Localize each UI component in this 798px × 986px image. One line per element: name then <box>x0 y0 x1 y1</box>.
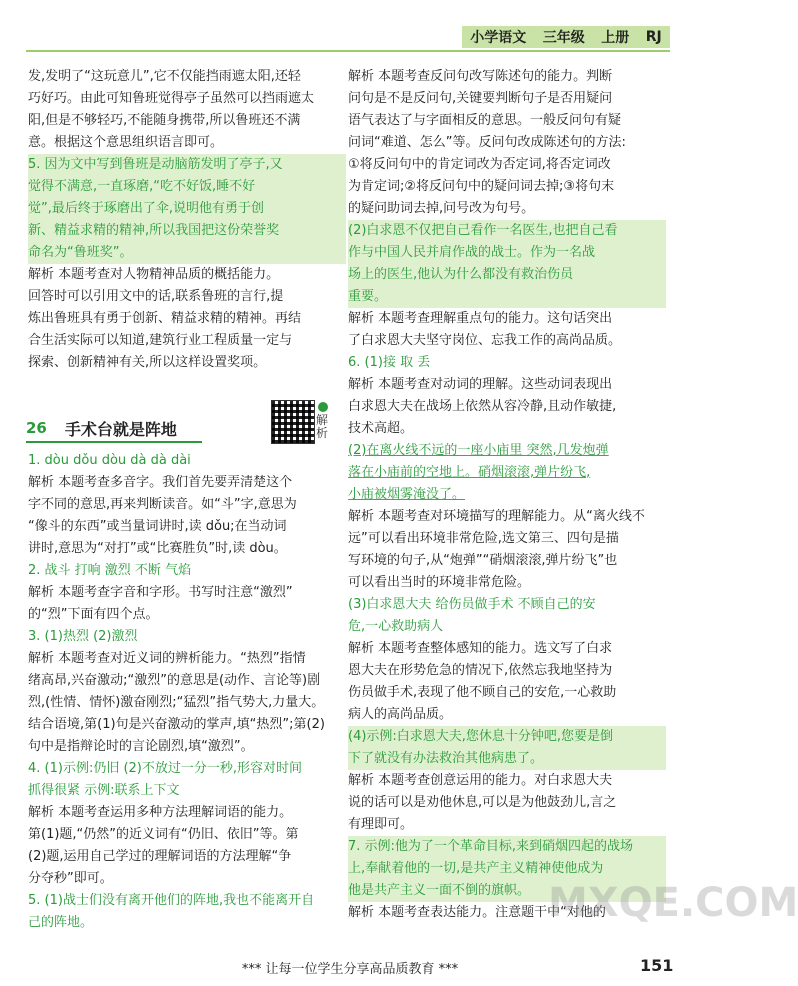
answer-line: 危,一心救助病人 <box>348 619 444 634</box>
text-line: 的疑问助词去掉,问号改为句号。 <box>348 201 535 216</box>
header-divider <box>26 50 670 52</box>
answer-line: 作与中国人民并肩作战的战士。作为一名战 <box>348 242 666 264</box>
answer-line: 场上的医生,他认为什么都没有救治伤员 <box>348 264 666 286</box>
analysis-line: 解析 本题考查反问句改写陈述句的能力。判断 <box>348 69 613 84</box>
answer-line: 觉得不满意,一直琢磨,“吃不好饭,睡不好 <box>28 176 346 198</box>
answer-line: (4)示例:白求恩大夫,您休息十分钟吧,您要是倒 <box>348 726 666 748</box>
answer-line: 3. (1)热烈 (2)激烈 <box>28 629 138 644</box>
text-line: 白求恩大夫在战场上依然从容冷静,且动作敏捷, <box>348 399 617 414</box>
answer-line: 他是共产主义一面不倒的旗帜。 <box>348 880 666 902</box>
answer-line: 落在小庙前的空地上。硝烟滚滚,弹片纷飞, <box>348 465 591 480</box>
answer-line: (2)在离火线不远的一座小庙里 突然,几发炮弹 <box>348 443 609 458</box>
answer-line: (2)白求恩不仅把自己看作一名医生,也把自己看 <box>348 220 666 242</box>
answer-line: 1. dòu dǒu dòu dà dà dài <box>28 453 191 468</box>
text-line: 有理即可。 <box>348 817 414 832</box>
page-header <box>462 26 670 48</box>
lesson-number: 26 <box>26 419 47 437</box>
answer-line: 4. (1)示例:仍旧 (2)不放过一分一秒,形容对时间 <box>28 761 303 776</box>
answer-line: 觉”,最后终于琢磨出了伞,说明他有勇于创 <box>28 198 346 220</box>
text-line: 语气表达了与字面相反的意思。一般反问句有疑 <box>348 113 622 128</box>
text-line: 绪高昂,兴奋激动;“激烈”的意思是(动作、言论等)剧 <box>28 673 321 688</box>
text-line: 可以看出当时的环境非常危险。 <box>348 575 531 590</box>
text-line: 第(1)题,“仍然”的近义词有“仍旧、依旧”等。第 <box>28 827 299 842</box>
text-line: 为肯定词;②将反问句中的疑问词去掉;③将句末 <box>348 179 615 194</box>
text-line: 伤员做手术,表现了他不顾自己的安危,一心救助 <box>348 685 617 700</box>
page-number: 151 <box>640 956 674 975</box>
answer-line: 重要。 <box>348 286 666 308</box>
answer-line: (3)白求恩大夫 给伤员做手术 不顾自己的安 <box>348 597 596 612</box>
analysis-line: 解析 本题考查理解重点句的能力。这句话突出 <box>348 311 613 326</box>
text-line: 讲时,意思为“对打”或“比赛胜负”时,读 dòu。 <box>28 541 287 556</box>
qr-label: 解析 <box>316 413 329 440</box>
text-line: 远”可以看出环境非常危险,选文第三、四句是描 <box>348 531 619 546</box>
text-line: 病人的高尚品质。 <box>348 707 453 722</box>
text-line: ①将反问句中的肯定词改为否定词,将否定词改 <box>348 157 611 172</box>
text-line: (2)题,运用自己学过的理解词语的方法理解“争 <box>28 849 292 864</box>
text-line: 字不同的意思,再来判断读音。如“斗”字,意思为 <box>28 497 297 512</box>
analysis-line: 解析 本题考查对环境描写的理解能力。从“离火线不 <box>348 509 645 524</box>
answer-line: 上,奉献着他的一切,是共产主义精神使他成为 <box>348 858 666 880</box>
watermark: MXQE.COM <box>548 880 798 926</box>
analysis-line: 解析 本题考查整体感知的能力。选文写了白求 <box>348 641 613 656</box>
analysis-line: 解析 本题考查对动词的理解。这些动词表现出 <box>348 377 613 392</box>
text-line: 写环境的句子,从“炮弹”“硝烟滚滚,弹片纷飞”也 <box>348 553 618 568</box>
answer-line: 下了就没有办法救治其他病患了。 <box>348 748 666 770</box>
answer-line: 6. (1)接 取 丢 <box>348 355 431 370</box>
text-line: 问词“难道、怎么”等。反问句改成陈述句的方法: <box>348 135 626 150</box>
text-line: 结合语境,第(1)句是兴奋激动的掌声,填“热烈”;第(2) <box>28 717 325 732</box>
text-line: 说的话可以是劝他休息,可以是为他鼓劲儿,言之 <box>348 795 617 810</box>
analysis-line: 解析 本题考查运用多种方法理解词语的能力。 <box>28 805 293 820</box>
right-column <box>348 66 666 924</box>
text-line: 的“烈”下面有四个点。 <box>28 607 159 622</box>
text-line: 恩大夫在形势危急的情况下,依然忘我地坚持为 <box>348 663 613 678</box>
answer-line: 己的阵地。 <box>28 915 94 930</box>
text-line: 句中是指辩论时的言论剧烈,填“激烈”。 <box>28 739 254 754</box>
lesson-title: 手术台就是阵地 <box>64 419 177 439</box>
answer-line: 命名为“鲁班奖”。 <box>28 242 346 264</box>
text-line: 探索、创新精神有关,所以这样设置奖项。 <box>28 355 267 370</box>
header-edition: RJ <box>645 29 662 45</box>
answer-line: 小庙被烟雾淹没了。 <box>348 487 466 502</box>
text-line: 阳,但是不够轻巧,不能随身携带,所以鲁班还不满 <box>28 113 301 128</box>
header-term: 上册 <box>601 30 630 46</box>
play-icon[interactable] <box>318 402 328 412</box>
answer-line: 5. (1)战士们没有离开他们的阵地,我也不能离开自 <box>28 893 315 908</box>
answer-line: 新、精益求精的精神,所以我国把这份荣誉奖 <box>28 220 346 242</box>
text-line: 回答时可以引用文中的话,联系鲁班的言行,提 <box>28 289 284 304</box>
footer-slogan: *** 让每一位学生分享高品质教育 *** <box>241 962 459 977</box>
header-subject: 小学语文 <box>470 30 527 46</box>
text-line: 烈,(性情、情怀)激奋刚烈;“猛烈”指气势大,力量大。 <box>28 695 325 710</box>
analysis-line: 解析 本题考查多音字。我们首先要弄清楚这个 <box>28 475 293 490</box>
analysis-line: 解析 本题考查创意运用的能力。对白求恩大夫 <box>348 773 613 788</box>
text-line: 发,发明了“这玩意儿”,它不仅能挡雨遮太阳,还轻 <box>28 69 301 84</box>
answer-line: 7. 示例:他为了一个革命目标,来到硝烟四起的战场 <box>348 836 666 858</box>
text-line: 分夺秒”即可。 <box>28 871 113 886</box>
text-line: 合生活实际可以知道,建筑行业工程质量一定与 <box>28 333 293 348</box>
answer-line: 抓得很紧 示例:联系上下文 <box>28 783 180 798</box>
analysis-line: 解析 本题考查字音和字形。书写时注意“激烈” <box>28 585 293 600</box>
qr-code-icon[interactable] <box>271 400 315 444</box>
analysis-line: 解析 本题考查表达能力。注意题干中“对他的 <box>348 905 606 920</box>
lesson-heading <box>26 415 202 443</box>
text-line: “像斗的东西”或当量词讲时,读 dǒu;在当动词 <box>28 519 287 534</box>
text-line: 技术高超。 <box>348 421 414 436</box>
text-line: 问句是不是反问句,关键要判断句子是否用疑问 <box>348 91 613 106</box>
analysis-line: 解析 本题考查对人物精神品质的概括能力。 <box>28 267 280 282</box>
analysis-line: 解析 本题考查对近义词的辨析能力。“热烈”指情 <box>28 651 306 666</box>
header-grade: 三年级 <box>542 30 585 46</box>
text-line: 巧好巧。由此可知鲁班觉得亭子虽然可以挡雨遮太 <box>28 91 315 106</box>
text-line: 意。根据这个意思组织语言即可。 <box>28 135 224 150</box>
text-line: 炼出鲁班具有勇于创新、精益求精的精神。再结 <box>28 311 302 326</box>
left-column-top <box>28 66 346 374</box>
left-column-lesson <box>28 450 346 934</box>
answer-line: 2. 战斗 打响 激烈 不断 气焰 <box>28 563 192 578</box>
answer-line: 5. 因为文中写到鲁班是动脑筋发明了亭子,又 <box>28 154 346 176</box>
text-line: 了白求恩大夫坚守岗位、忘我工作的高尚品质。 <box>348 333 622 348</box>
